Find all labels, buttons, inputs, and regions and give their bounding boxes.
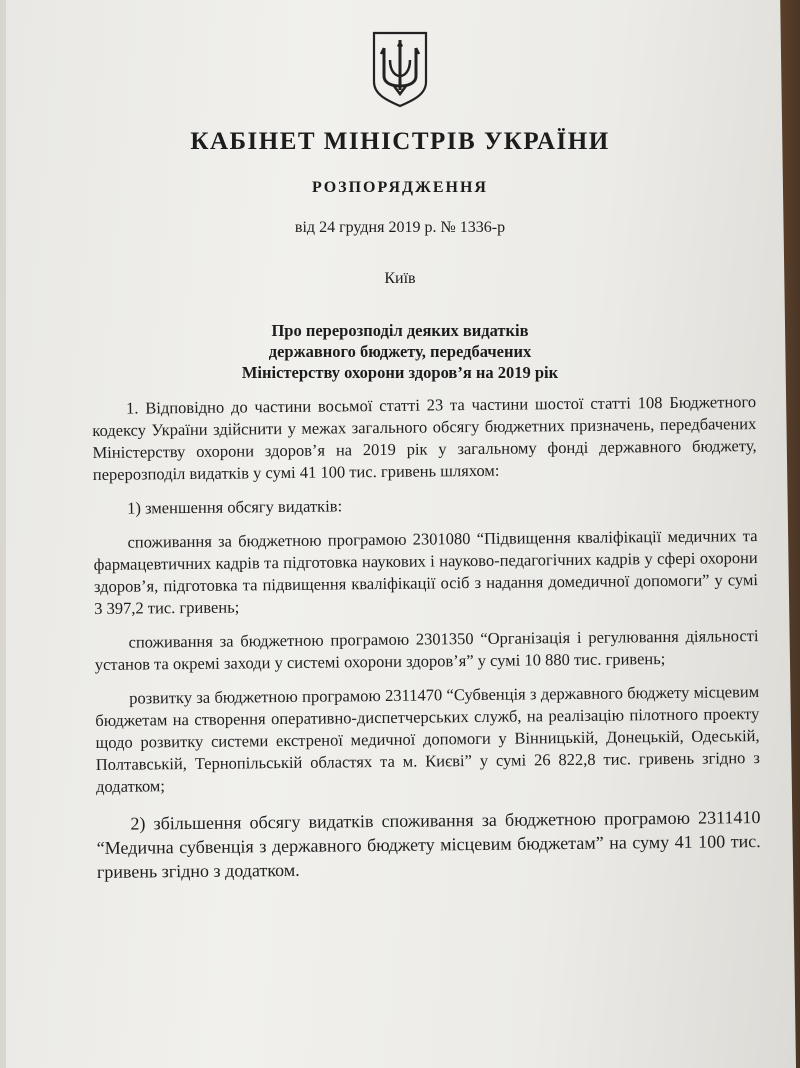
paragraph-reduction-heading: 1) зменшення обсягу видатків: <box>127 496 343 518</box>
paragraph-program-2301350: споживання за бюджетною програмою 2301350 “Організація і регулювання діяльності установ та окремі заходи у системі охорони здоров’я” у сумі 10 880 тис. гривень; <box>94 626 759 674</box>
paragraph-program-2301080: споживання за бюджетною програмою 2301080 “Підвищення кваліфікації медичних та фармацевтичних кадрів та підготовка наукових і науково-педагогічних кадрів у сфері охорони здоров’я, підготовка та підвищення кваліфікації осіб з надання домедичної допомоги” у сумі 3 397,2 тис. гривень; <box>93 526 759 618</box>
paragraph-program-2311470: розвитку за бюджетною програмою 2311470 “Субвенція з державного бюджету місцевим бюджетам на створення оперативно-диспетчерських служб, на реалізацію пілотного проекту щодо розвитку системи екстреної медичної допомоги у Вінницькій, Донецькій, Одеській, Полтавській, Тернопільській областях та м. Києві” у сумі 26 822,8 тис. гривень згідно з додатком; <box>95 682 760 796</box>
city: Київ <box>384 270 416 287</box>
organization-name: КАБІНЕТ МІНІСТРІВ УКРАЇНИ <box>190 128 610 155</box>
title-line: Міністерству охорони здоров’я на 2019 рік <box>241 363 559 382</box>
date-number: від 24 грудня 2019 р. № 1336-р <box>294 219 506 236</box>
title-line: державного бюджету, передбачених <box>268 342 532 361</box>
document-body <box>92 391 761 884</box>
document-title <box>0 320 800 383</box>
document-type: РОЗПОРЯДЖЕННЯ <box>312 179 488 196</box>
title-line: Про перерозподіл деяких видатків <box>271 321 529 340</box>
paragraph-increase: 2) збільшення обсягу видатків споживання за бюджетною програмою 2311410 “Медична субвенція з державного бюджету місцевим бюджетам” на суму 41 100 тис. гривень згідно з додатком. <box>96 807 761 882</box>
paragraph-1: 1. Відповідно до частини восьмої статті 23 та частини шостої статті 108 Бюджетного кодексу України здійснити у межах загального обсягу бюджетних призначень, передбачених Міністерству охорони здоров’я на 2019 рік у загальному фонді державного бюджету, перерозподіл видатків у сумі 41 100 тис. гривень шляхом: <box>92 392 757 484</box>
trident-icon <box>370 30 430 108</box>
